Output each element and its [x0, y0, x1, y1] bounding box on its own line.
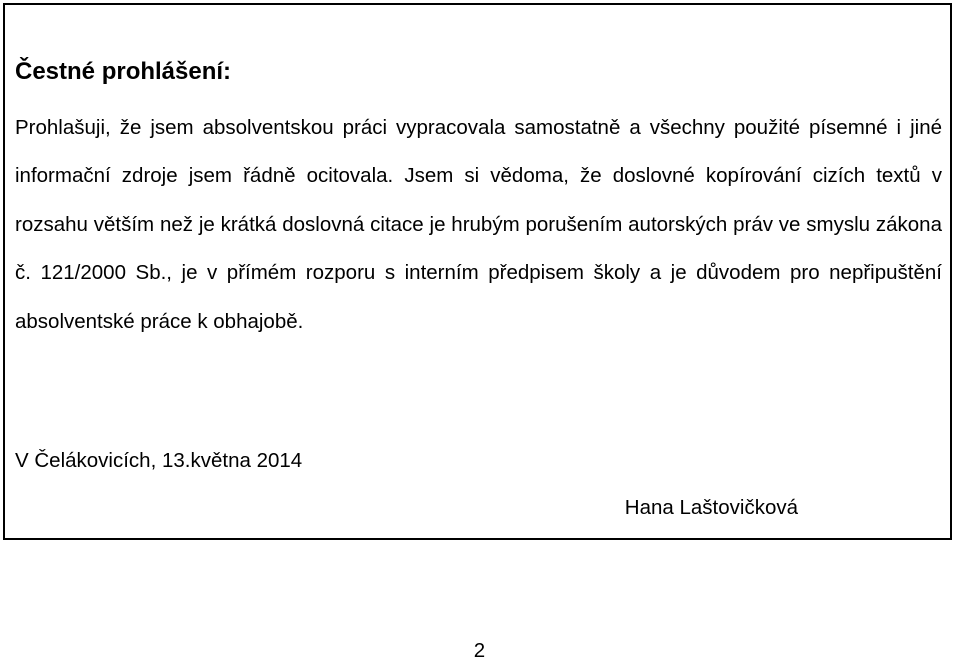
signature-name: Hana Laštovičková	[624, 496, 798, 519]
declaration-paragraph: Prohlašuji, že jsem absolventskou práci vypracovala samostatně a všechny použité písemné i jiné informační zdroje jsem řádně ocitovala. Jsem si vědoma, že doslovné kopírování cizích textů v rozsahu větším než je krátká doslovná citace je hrubým porušením autorských práv ve smyslu zákona č. 121/2000 Sb., je v přímém rozporu s interním předpisem školy a je důvodem pro nepřipuštění absolventské práce k obhajobě.	[15, 116, 942, 333]
declaration-title: Čestné prohlášení:	[15, 58, 232, 85]
place-and-date: V Čelákovicích, 13.května 2014	[15, 449, 303, 472]
page-number: 2	[473, 639, 486, 662]
